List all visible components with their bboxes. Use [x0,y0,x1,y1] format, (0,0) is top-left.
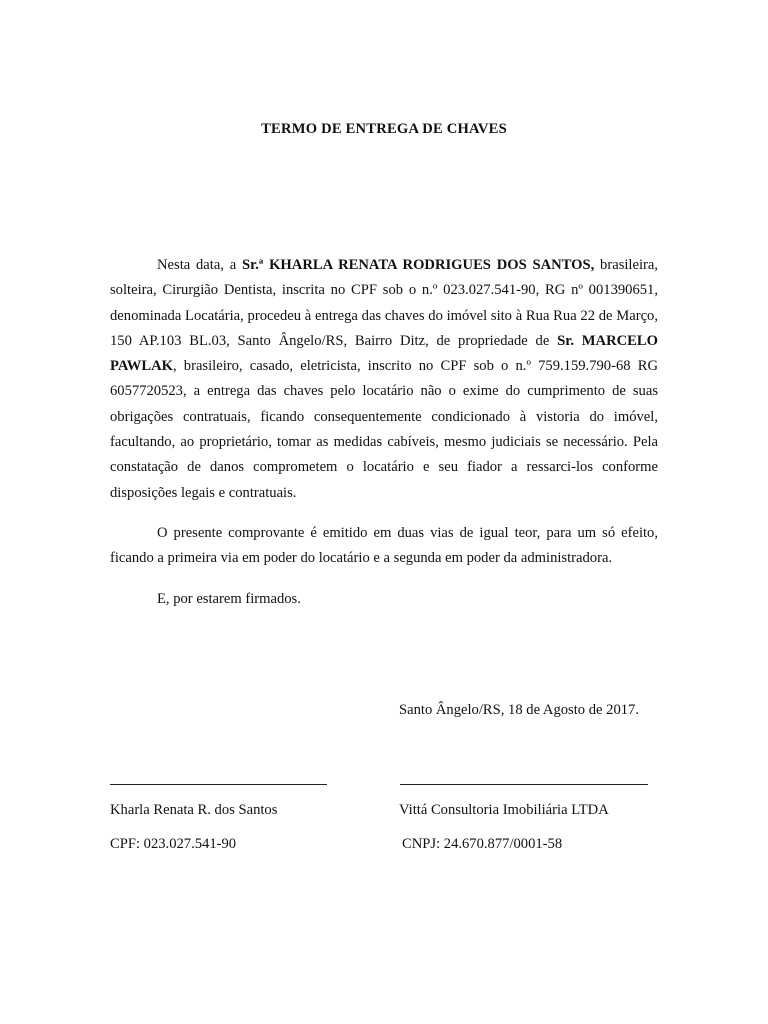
signature-cpf-tenant: CPF: 023.027.541-90 [110,836,237,852]
paragraph-closing: E, por estarem firmados. [157,590,301,607]
signature-name-agency: Vittá Consultoria Imobiliária LTDA [399,802,609,818]
date-place: Santo Ângelo/RS, 18 de Agosto de 2017. [399,702,639,718]
paragraph-text: brasileira, solteira, Cirurgião Dentista, inscrita no CPF sob o n.º 023.027.541-90, RG nº 001390651, denominada Locatária, procedeu à entrega das chaves do imóvel sito à Rua Rua 22 de Março, 150 AP.103 BL.03, Santo Ângelo/RS, Bairro Ditz, de propriedade de [110,257,659,349]
tenant-name: Sr.ª KHARLA RENATA RODRIGUES DOS SANTOS, [242,257,595,273]
owner-name: Sr. MARCELO PAWLAK [110,332,658,375]
paragraph-declaration [110,253,658,506]
paragraph-copies: O presente comprovante é emitido em duas vias de igual teor, para um só efeito, ficando a primeira via em poder do locatário e a segunda em poder da administradora. [110,524,658,567]
document-title: TERMO DE ENTREGA DE CHAVES [261,121,507,137]
signature-line-tenant [110,784,327,785]
signature-line-agency [400,784,648,785]
signature-cnpj-agency: CNPJ: 24.670.877/0001-58 [402,836,563,852]
paragraph-text: , brasileiro, casado, eletricista, inscrito no CPF sob o n.º 759.159.790-68 RG 6057720523, a entrega das chaves pelo locatário não o exime do cumprimento de suas obrigações contratuais, ficando consequentemente condicionado à vistoria do imóvel, facultando, ao proprietário, tomar as medidas cabíveis, mesmo judiciais se necessário. Pela constatação de danos comprometem o locatário e seu fiador a ressarci-los conforme disposições legais e contratuais. [110,358,658,501]
document-body [110,253,658,612]
signature-name-tenant: Kharla Renata R. dos Santos [110,802,278,818]
paragraph-text: Nesta data, a [157,257,243,273]
